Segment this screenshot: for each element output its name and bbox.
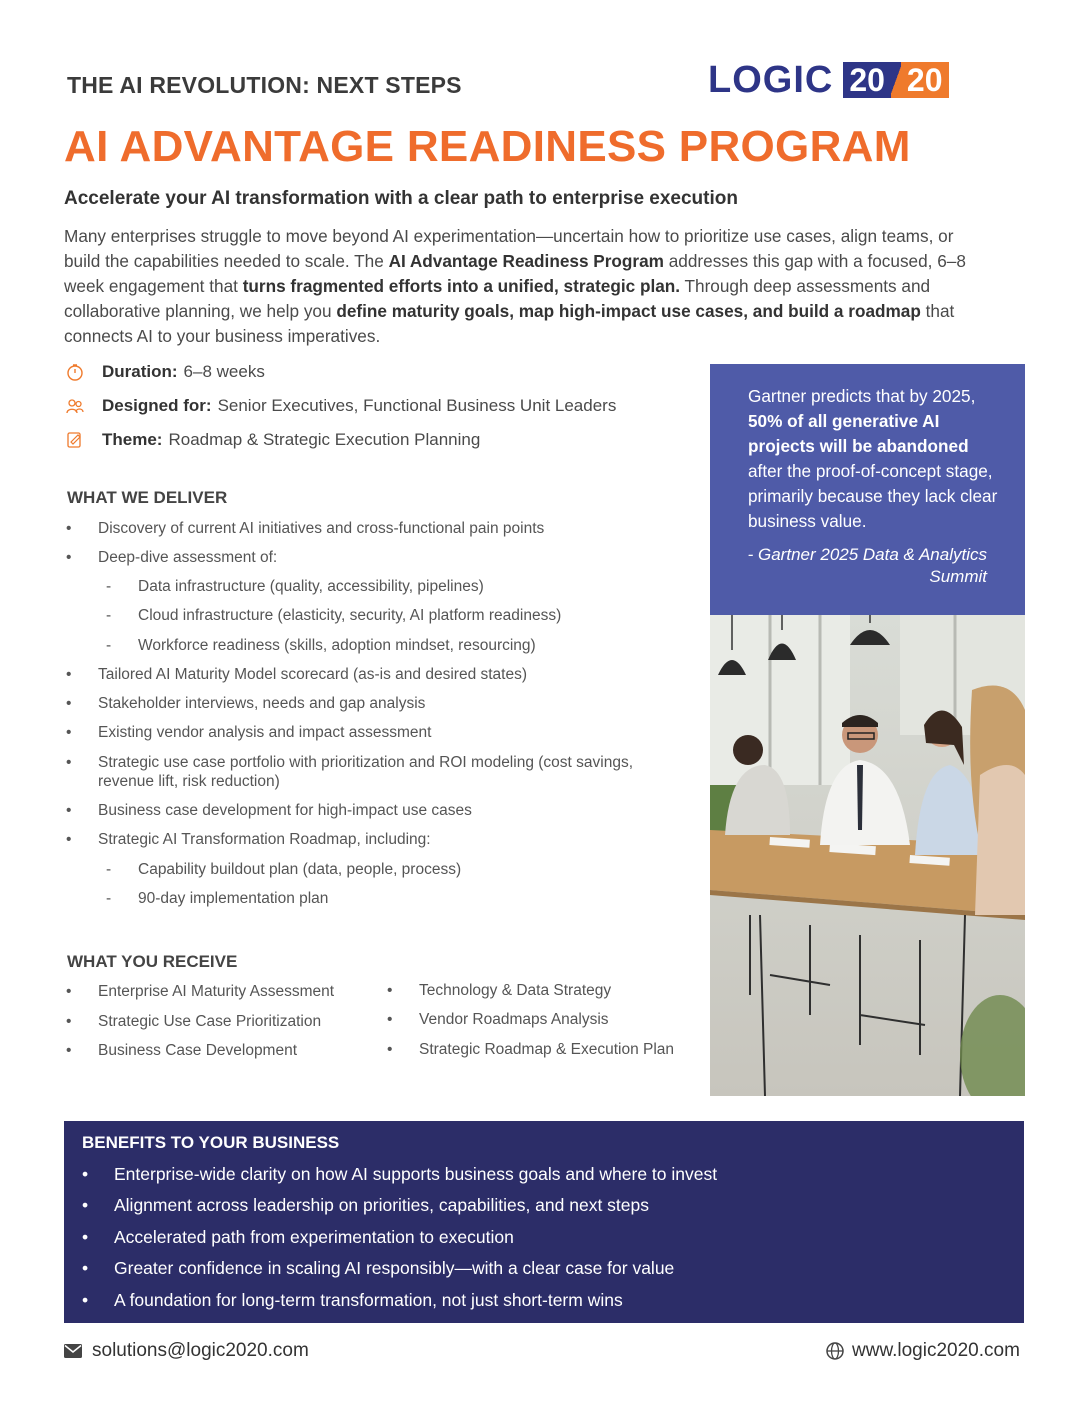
benefits-panel: BENEFITS TO YOUR BUSINESS • Enterprise-wide clarity on how AI supports business goals and where to invest • Alignment across leadership on priorities, capabilities, and next steps • Accelerated path from experimentation to execution • Greater confidence in scaling AI responsibly—with a clear case for value • A foundation for long-term transformation, not just short-term wins bbox=[64, 1121, 1024, 1323]
intro-text-1: Many enterprises struggle to move beyond AI experimentation—uncertain how to prioritize use cases, align teams, or build the capabilities needed to scale. The bbox=[64, 226, 954, 271]
quote-source: - Gartner 2025 Data & Analytics Summit bbox=[747, 545, 987, 586]
meeting-illustration bbox=[710, 615, 1025, 1096]
logo-number-right: 20 bbox=[901, 62, 949, 98]
notepad-pen-icon bbox=[66, 431, 84, 449]
deliver-heading: WHAT WE DELIVER bbox=[67, 488, 228, 507]
globe-icon bbox=[826, 1342, 844, 1360]
kicker-heading: THE AI REVOLUTION: NEXT STEPS bbox=[67, 72, 462, 98]
receive-heading: WHAT YOU RECEIVE bbox=[67, 952, 238, 971]
meta-theme bbox=[66, 430, 480, 450]
logo-slash bbox=[891, 62, 901, 98]
meta-theme-label: Theme: bbox=[102, 430, 163, 449]
envelope-icon bbox=[64, 1344, 82, 1358]
footer-email[interactable] bbox=[64, 1340, 309, 1362]
intro-text-2: addresses this gap with a focused, 6–8 week engagement that bbox=[64, 251, 966, 296]
meta-duration-value: 6–8 weeks bbox=[183, 362, 265, 381]
intro-bold-1: AI Advantage Readiness Program bbox=[388, 251, 664, 271]
logo-number-left: 20 bbox=[843, 62, 891, 98]
people-icon bbox=[66, 397, 84, 415]
intro-bold-2: turns fragmented efforts into a unified, strategic plan. bbox=[242, 276, 681, 296]
intro-bold-3: define maturity goals, map high-impact use cases, and build a roadmap bbox=[336, 301, 921, 321]
team-meeting-photo bbox=[710, 615, 1025, 1096]
intro-text-4: that connects AI to your business imperatives. bbox=[64, 301, 955, 346]
page-title: AI ADVANTAGE READINESS PROGRAM bbox=[64, 122, 911, 171]
logo-word: LOGIC bbox=[708, 59, 834, 101]
logic2020-logo bbox=[708, 60, 949, 100]
meta-audience bbox=[66, 396, 616, 416]
meta-duration bbox=[66, 362, 265, 382]
meta-theme-value: Roadmap & Strategic Execution Planning bbox=[168, 430, 481, 449]
website-link[interactable]: www.logic2020.com bbox=[852, 1340, 1020, 1361]
meta-duration-label: Duration: bbox=[102, 362, 178, 381]
quote-text: Gartner predicts that by 2025, 50% of all generative AI projects will be abandoned after the proof-of-concept stage, primarily because they lack clear business value. bbox=[748, 386, 998, 531]
intro-paragraph bbox=[64, 224, 994, 349]
gartner-quote-box bbox=[710, 364, 1025, 615]
meta-audience-value: Senior Executives, Functional Business Unit Leaders bbox=[217, 396, 617, 415]
email-link[interactable]: solutions@logic2020.com bbox=[92, 1340, 309, 1361]
intro-text-3: Through deep assessments and collaborative planning, we help you bbox=[64, 276, 931, 321]
stopwatch-icon bbox=[66, 363, 84, 381]
meta-audience-label: Designed for: bbox=[102, 396, 212, 415]
benefits-heading: BENEFITS TO YOUR BUSINESS bbox=[82, 1133, 340, 1152]
footer-website[interactable] bbox=[826, 1340, 1020, 1362]
page-subtitle: Accelerate your AI transformation with a clear path to enterprise execution bbox=[64, 188, 738, 209]
quote-highlight: 50% of all generative AI projects will be abandoned bbox=[748, 411, 969, 456]
